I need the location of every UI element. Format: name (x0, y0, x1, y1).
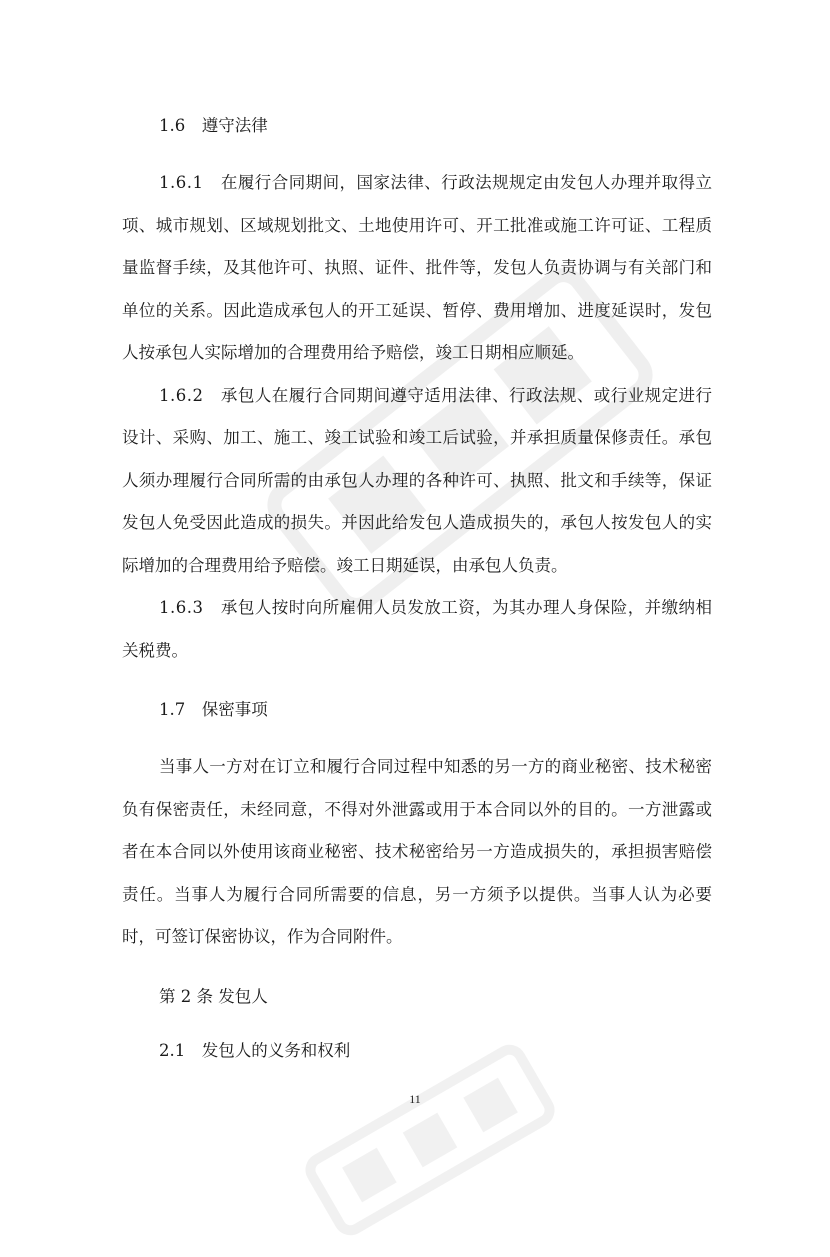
section-heading-2-1: 2.1 发包人的义务和权利 (159, 1040, 351, 1060)
section-heading-1-7: 1.7 保密事项 (159, 700, 268, 719)
paragraph-1-6-3 (122, 587, 712, 672)
clause-number: 1.6.3 (159, 598, 204, 617)
document-page (122, 108, 712, 1067)
page-number: 11 (409, 1092, 421, 1106)
clause-number: 1.6.2 (159, 385, 204, 405)
paragraph-1-6-2 (122, 375, 712, 588)
clause-number: 1.6.1 (159, 173, 204, 192)
clause-text: 承包人按时向所雇佣人员发放工资，为其办理人身保险，并缴纳相关税费。 (122, 598, 713, 660)
article-heading-2: 第 2 条 发包人 (159, 986, 268, 1006)
paragraph-1-7: 当事人一方对在订立和履行合同过程中知悉的另一方的商业秘密、技术秘密负有保密责任，未经同意，不得对外泄露或用于本合同以外的目的。一方泄露或者在本合同以外使用该商业秘密、技术秘密给另一方造成损失的，承担损害赔偿责任。当事人为履行合同所需要的信息，另一方须予以提供。当事人认为必要时，可签订保密协议，作为合同附件。 (122, 757, 712, 946)
paragraph-1-6-1 (122, 162, 712, 375)
clause-text: 在履行合同期间，国家法律、行政法规规定由发包人办理并取得立项、城市规划、区域规划批文、土地使用许可、开工批准或施工许可证、工程质量监督手续，及其他许可、执照、证件、批件等，发包人负责协调与有关部门和单位的关系。因此造成承包人的开工延误、暂停、费用增加、进度延误时，发包人按承包人实际增加的合理费用给予赔偿，竣工日期相应顺延。 (122, 173, 713, 362)
section-heading-1-6: 1.6 遵守法律 (159, 116, 268, 135)
clause-text: 承包人在履行合同期间遵守适用法律、行政法规、或行业规定进行设计、采购、加工、施工、竣工试验和竣工后试验，并承担质量保修责任。承包人须办理履行合同所需的由承包人办理的各种许可、执照、批文和手续等，保证发包人免受因此造成的损失。并因此给发包人造成损失的，承包人按发包人的实际增加的合理费用给予赔偿。竣工日期延误，由承包人负责。 (122, 385, 713, 575)
